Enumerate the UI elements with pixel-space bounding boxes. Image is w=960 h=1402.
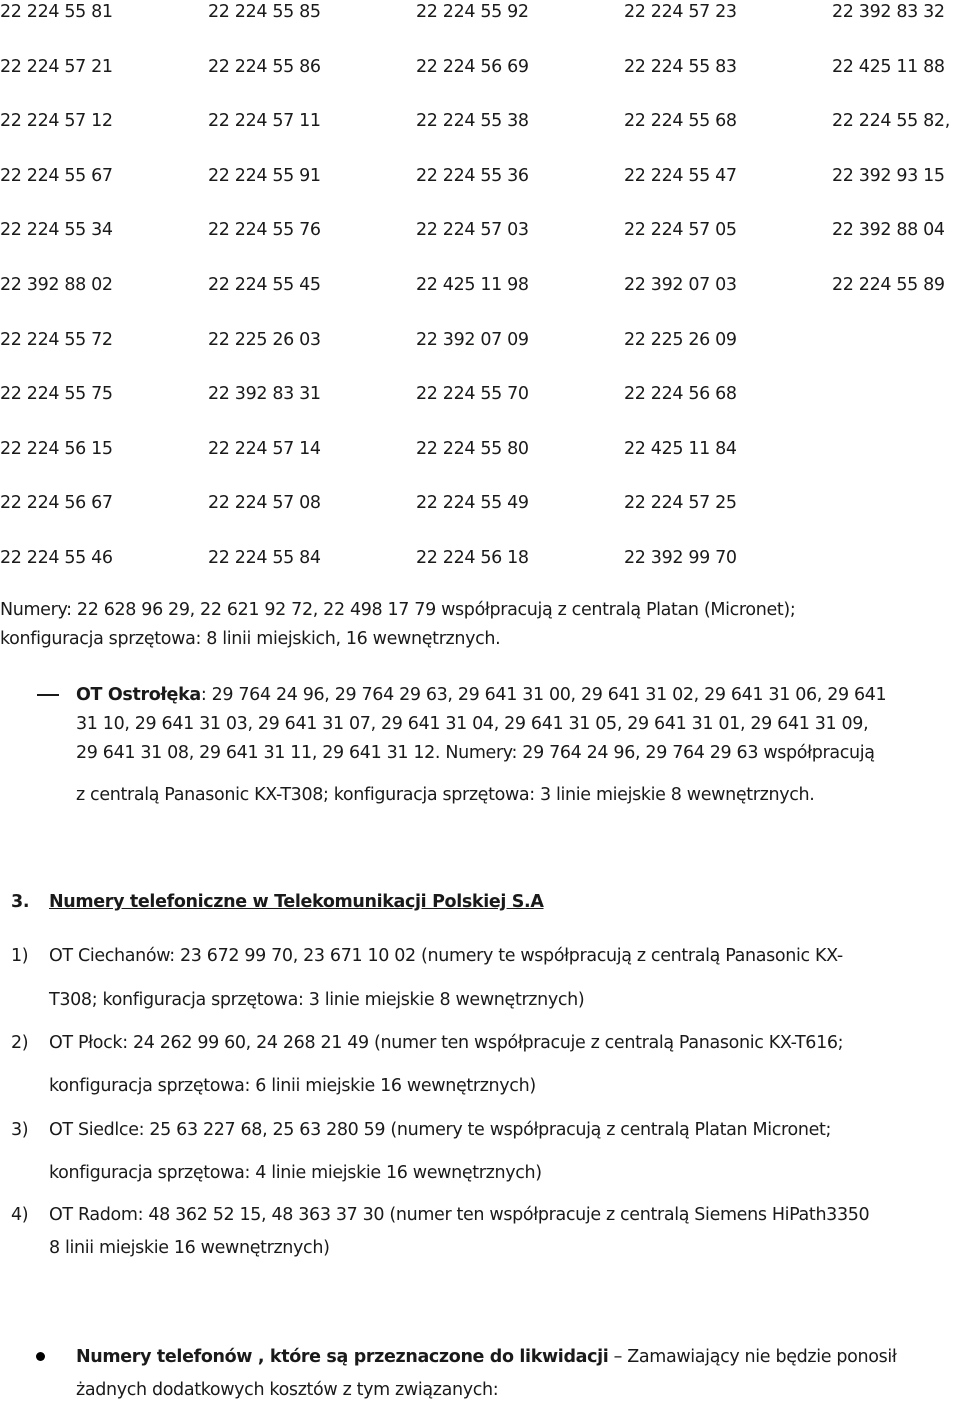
liquidation-bold-text: Numery telefonów , które są przeznaczone do likwidacji xyxy=(76,1347,609,1367)
phone-number-cell: 22 392 93 15 xyxy=(832,165,945,186)
list-item-3-marker: 3) xyxy=(11,1120,29,1140)
list-item-4-line-1: OT Radom: 48 362 52 15, 48 363 37 30 (numer ten współpracuje z centralą Siemens HiPath3350 xyxy=(49,1205,870,1225)
phone-number-cell: 22 225 26 03 xyxy=(208,329,321,350)
phone-number-cell: 22 224 56 67 xyxy=(0,493,113,514)
phone-number-cell: 22 224 56 15 xyxy=(0,438,113,459)
phone-number-cell: 22 224 55 49 xyxy=(416,493,529,514)
phone-number-cell: 22 224 55 80 xyxy=(416,438,529,459)
liquidation-line-1-rest: – Zamawiający nie będzie ponosił xyxy=(608,1347,897,1367)
phone-number-cell: 22 224 55 83 xyxy=(624,56,737,77)
phone-number-cell: 22 224 57 23 xyxy=(624,2,737,22)
phone-grid-row xyxy=(0,109,960,133)
phone-number-cell: 22 225 26 09 xyxy=(624,329,737,350)
ostroleka-line-3: 29 641 31 08, 29 641 31 11, 29 641 31 12. Numery: 29 764 24 96, 29 764 29 63 współpracują xyxy=(76,743,875,763)
phone-grid-row xyxy=(0,546,960,570)
ostroleka-label: OT Ostrołęka xyxy=(76,685,201,705)
phone-grid-row xyxy=(0,328,960,352)
phone-number-cell: 22 224 56 69 xyxy=(416,56,529,77)
phone-number-cell: 22 224 55 76 xyxy=(208,220,321,241)
phone-number-cell: 22 224 57 25 xyxy=(624,493,737,514)
phone-grid-row xyxy=(0,164,960,188)
liquidation-line-2: żadnych dodatkowych kosztów z tym związanych: xyxy=(76,1380,499,1400)
dash-marker-icon xyxy=(37,694,59,696)
list-item-1-marker: 1) xyxy=(11,946,29,966)
phone-number-cell: 22 224 57 21 xyxy=(0,56,113,77)
phone-number-cell: 22 392 83 31 xyxy=(208,384,321,405)
ostroleka-line-2: 31 10, 29 641 31 03, 29 641 31 07, 29 641 31 04, 29 641 31 05, 29 641 31 01, 29 641 31 09, xyxy=(76,714,869,734)
phone-number-cell: 22 224 55 82, xyxy=(832,111,950,132)
phone-number-cell: 22 425 11 84 xyxy=(624,438,737,459)
phone-grid-row xyxy=(0,55,960,79)
phone-number-cell: 22 224 57 03 xyxy=(416,220,529,241)
phone-grid-row xyxy=(0,273,960,297)
section-3-title xyxy=(49,890,544,914)
phone-number-cell: 22 224 55 70 xyxy=(416,384,529,405)
phone-number-cell: 22 392 88 02 xyxy=(0,275,113,295)
list-item-1-line-1: OT Ciechanów: 23 672 99 70, 23 671 10 02 (numery te współpracują z centralą Panasonic KX- xyxy=(49,946,843,966)
section-3-number: 3. xyxy=(11,892,30,912)
list-item-4-line-2: 8 linii miejskie 16 wewnętrznych) xyxy=(49,1238,330,1258)
bullet-icon xyxy=(36,1352,45,1361)
list-item-3-line-2: konfiguracja sprzętowa: 4 linie miejskie 16 wewnętrznych) xyxy=(49,1163,542,1183)
phone-number-cell: 22 224 55 75 xyxy=(0,384,113,405)
phone-number-cell: 22 224 55 86 xyxy=(208,56,321,77)
phone-number-cell: 22 224 55 91 xyxy=(208,165,321,186)
numery-paragraph-line-1: Numery: 22 628 96 29, 22 621 92 72, 22 498 17 79 współpracują z centralą Platan (Micronet); xyxy=(0,600,796,620)
section-3-title-text: Numery telefoniczne w Telekomunikacji Polskiej S.A xyxy=(49,892,544,912)
phone-number-cell: 22 224 55 45 xyxy=(208,275,321,295)
list-item-3-line-1: OT Siedlce: 25 63 227 68, 25 63 280 59 (numery te współpracują z centralą Platan Micronet; xyxy=(49,1120,832,1140)
phone-grid-row xyxy=(0,0,960,24)
phone-grid-row xyxy=(0,382,960,406)
phone-number-cell: 22 224 56 18 xyxy=(416,548,529,568)
phone-number-cell: 22 224 55 85 xyxy=(208,2,321,22)
phone-grid-row xyxy=(0,491,960,515)
phone-number-cell: 22 224 55 34 xyxy=(0,220,113,241)
list-item-2-line-2: konfiguracja sprzętowa: 6 linii miejskie 16 wewnętrznych) xyxy=(49,1076,536,1096)
phone-number-cell: 22 224 55 36 xyxy=(416,165,529,186)
phone-number-cell: 22 224 55 47 xyxy=(624,165,737,186)
phone-number-cell: 22 224 55 81 xyxy=(0,2,113,22)
numery-paragraph-line-2: konfiguracja sprzętowa: 8 linii miejskich, 16 wewnętrznych. xyxy=(0,629,501,649)
phone-number-cell: 22 224 55 84 xyxy=(208,548,321,568)
phone-number-cell: 22 224 55 67 xyxy=(0,165,113,186)
phone-number-cell: 22 224 57 05 xyxy=(624,220,737,241)
phone-number-cell: 22 224 56 68 xyxy=(624,384,737,405)
list-item-1-line-2: T308; konfiguracja sprzętowa: 3 linie miejskie 8 wewnętrznych) xyxy=(49,990,585,1010)
phone-number-cell: 22 224 55 38 xyxy=(416,111,529,132)
phone-number-cell: 22 425 11 88 xyxy=(832,56,945,77)
phone-number-cell: 22 224 55 46 xyxy=(0,548,113,568)
phone-number-cell: 22 425 11 98 xyxy=(416,275,529,295)
phone-number-cell: 22 224 57 14 xyxy=(208,438,321,459)
ostroleka-line-1-rest: : 29 764 24 96, 29 764 29 63, 29 641 31 00, 29 641 31 02, 29 641 31 06, 29 641 xyxy=(200,685,887,705)
ostroleka-line-4: z centralą Panasonic KX-T308; konfiguracja sprzętowa: 3 linie miejskie 8 wewnętrznych. xyxy=(76,785,815,805)
list-item-4-marker: 4) xyxy=(11,1205,29,1225)
phone-grid-row xyxy=(0,218,960,242)
list-item-2-line-1: OT Płock: 24 262 99 60, 24 268 21 49 (numer ten współpracuje z centralą Panasonic KX-T616; xyxy=(49,1033,844,1053)
phone-number-cell: 22 392 88 04 xyxy=(832,220,945,241)
phone-number-cell: 22 224 57 08 xyxy=(208,493,321,514)
phone-number-cell: 22 224 57 11 xyxy=(208,111,321,132)
phone-number-cell: 22 224 55 72 xyxy=(0,329,113,350)
phone-number-cell: 22 392 07 09 xyxy=(416,329,529,350)
phone-number-cell: 22 392 99 70 xyxy=(624,548,737,568)
ostroleka-line-1 xyxy=(76,683,886,707)
phone-number-cell: 22 224 55 68 xyxy=(624,111,737,132)
phone-number-cell: 22 224 57 12 xyxy=(0,111,113,132)
phone-number-cell: 22 392 07 03 xyxy=(624,275,737,295)
list-item-2-marker: 2) xyxy=(11,1033,29,1053)
phone-number-cell: 22 392 83 32 xyxy=(832,2,945,22)
phone-number-cell: 22 224 55 92 xyxy=(416,2,529,22)
phone-number-cell: 22 224 55 89 xyxy=(832,275,945,295)
phone-grid-row xyxy=(0,437,960,461)
liquidation-line-1 xyxy=(76,1345,896,1369)
